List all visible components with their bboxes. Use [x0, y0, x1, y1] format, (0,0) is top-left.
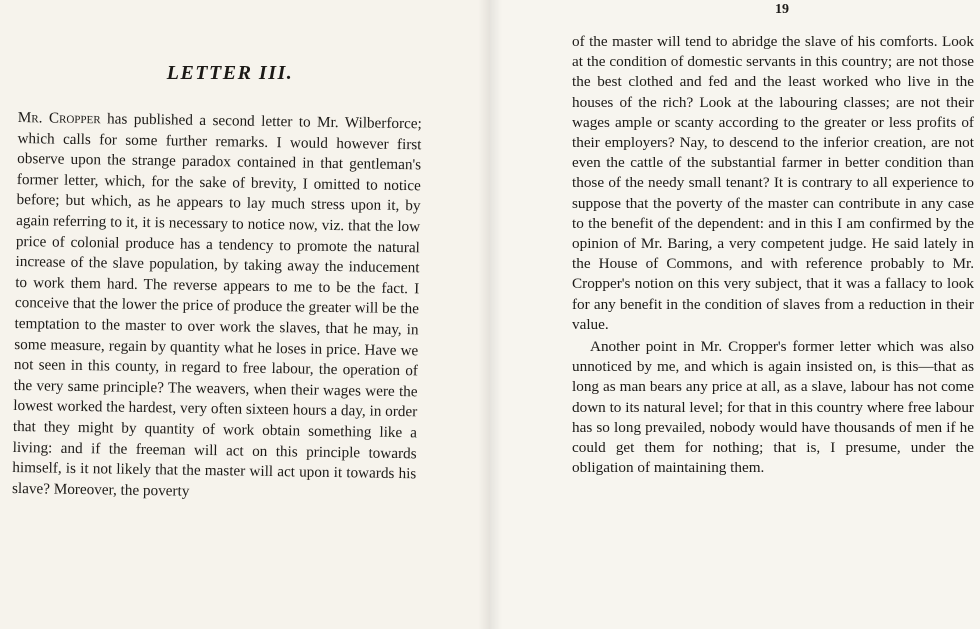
- book-gutter: [478, 0, 502, 629]
- right-paragraph-new: Another point in Mr. Cropper's former letter which was also unnoticed by me, and which is again insisted on, is this—that as long as man bears any price at all, as a slave, labour has not come down to its natural level; for that in this country where free labour has so long prevailed, nobody would have thousands of men if he could get them for nothing; that is, I presume, under the obligation of maintaining them.: [572, 338, 974, 477]
- letter-title: LETTER III.: [166, 62, 294, 84]
- right-paragraph-continued: of the master will tend to abridge the slave of his comforts. Look at the condition of domestic servants in this country; are not those the best clothed and fed and the least worked who live in the houses of the rich? Look at the labouring classes; are not their wages ample or scanty according to the greater or less profits of their employers? Nay, to descend to the inferior creation, are not even the cattle of the substantial farmer in better condition than those of the needy small tenant? It is contrary to all experience to suppose that the poverty of the master can contribute in any case to the benefit of the dependent: and in this I am confirmed by the opinion of Mr. Baring, a very competent judge. He said lately in the House of Commons, and with reference probably to Mr. Cropper's notion on this very subject, that it was a fallacy to look for any benefit in the condition of slaves from a reduction in their value.: [572, 33, 974, 333]
- left-body-paragraph: [12, 108, 422, 506]
- page-number: 19: [775, 2, 789, 17]
- right-body: [572, 32, 974, 478]
- left-body-text: has published a second letter to Mr. Wilberforce; which calls for some further remarks. I would however first observe upon the strange paradox contained in that gentleman's former letter, which, for the sake of brevity, I omitted to notice before; but which, as he appears to lay much stress upon it, by again referring to it, it is necessary to notice now, viz. that the low price of colonial produce has a tendency to promote the natural increase of the slave population, by taking away the inducement to work them hard. The reverse appears to me to be the fact. I conceive that the lower the price of produce the greater will be the temptation to the master to over work the slaves, that he may, in some measure, regain by quantity what he loses in price. Have we not seen in this county, in regard to free labour, the operation of the very same principle? The weavers, when their wages were the lowest worked the hardest, very often sixteen hours a day, in order that they might by quantity of work obtain something like a living: and if the freeman will act on this principle towards himself, is it not likely that the master will act upon it towards his slave? Moreover, the poverty: [11, 110, 422, 500]
- opening-small-caps: Mr. Cropper: [17, 108, 101, 128]
